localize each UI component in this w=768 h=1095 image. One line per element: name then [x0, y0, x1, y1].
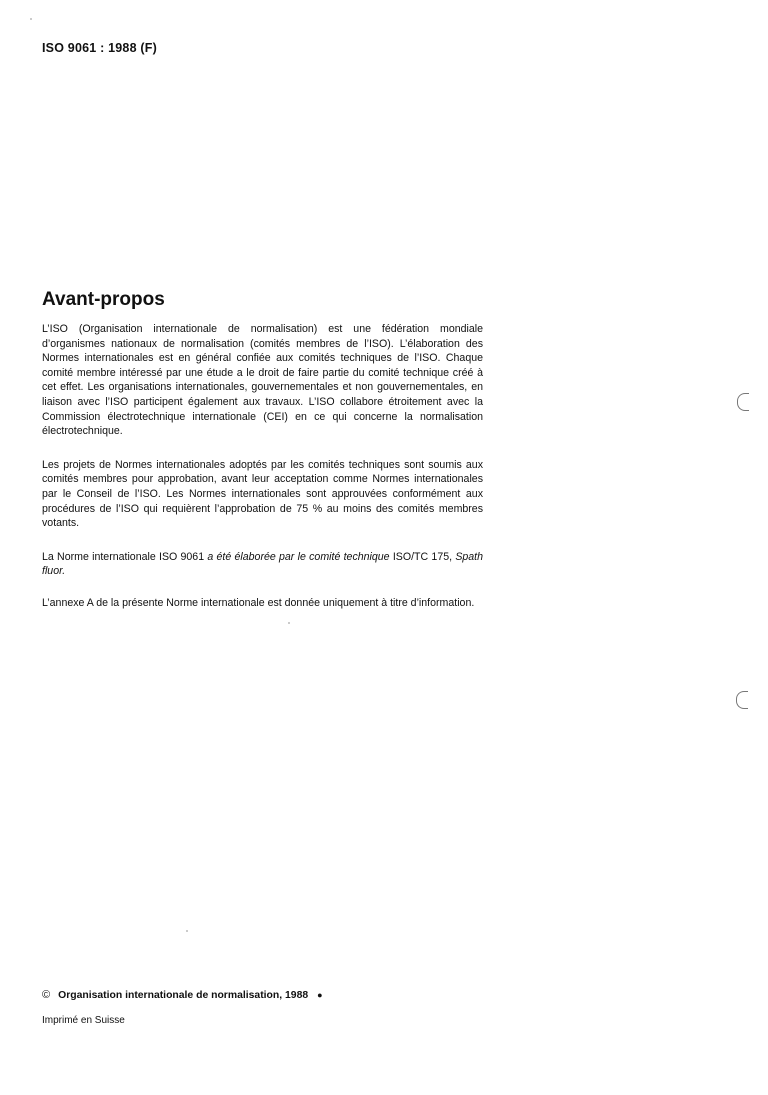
foreword-body: [42, 322, 483, 630]
copyright-icon: ©: [42, 989, 51, 1001]
paragraph-annex-note: L’annexe A de la présente Norme internationale est donnée uniquement à titre d’information.: [42, 596, 475, 609]
paragraph-draft-approval: Les projets de Normes internationales adoptés par les comités techniques sont soumis aux comités membres pour approbation, avant leur acceptation comme Normes internationales par le Conseil de l’ISO. Les Normes internationales sont approuvées conformément aux procédures de l’ISO qui requièrent l’approbation de 75 % au moins des comités membres votants.: [42, 458, 483, 530]
origin-text-part4: Spath fluor.: [42, 550, 484, 578]
origin-text-part3: ISO/TC 175,: [389, 550, 456, 563]
paragraph-standard-origin: [42, 550, 483, 579]
scan-speck: [186, 930, 188, 932]
origin-text-part2: a été élaborée par le comité technique: [207, 550, 390, 563]
binding-hole-mark-icon: [736, 691, 748, 709]
binding-hole-mark-icon: [737, 393, 749, 411]
copyright-line: [42, 989, 323, 1001]
scan-speck: [288, 622, 290, 624]
scan-speck: [30, 18, 32, 20]
section-title: Avant-propos: [42, 289, 165, 310]
bullet-icon: ●: [317, 990, 323, 1000]
printed-location: Imprimé en Suisse: [42, 1015, 125, 1026]
origin-text-part1: La Norme internationale ISO 9061: [42, 550, 208, 563]
document-reference: ISO 9061 : 1988 (F): [42, 41, 157, 55]
paragraph-iso-overview: L’ISO (Organisation internationale de normalisation) est une fédération mondiale d’organismes nationaux de normalisation (comités membres de l’ISO). L’élaboration des Normes internationales est en général confiée aux comités techniques de l’ISO. Chaque comité membre intéressé par une étude a le droit de faire partie du comité technique créé à cet effet. Les organisations internationales, gouvernementales et non gouvernementales, en liaison avec l’ISO participent également aux travaux. L’ISO collabore étroitement avec la Commission électrotechnique internationale (CEI) en ce qui concerne la normalisation électrotechnique.: [42, 323, 483, 438]
copyright-text: Organisation internationale de normalisation, 1988: [58, 989, 309, 1001]
